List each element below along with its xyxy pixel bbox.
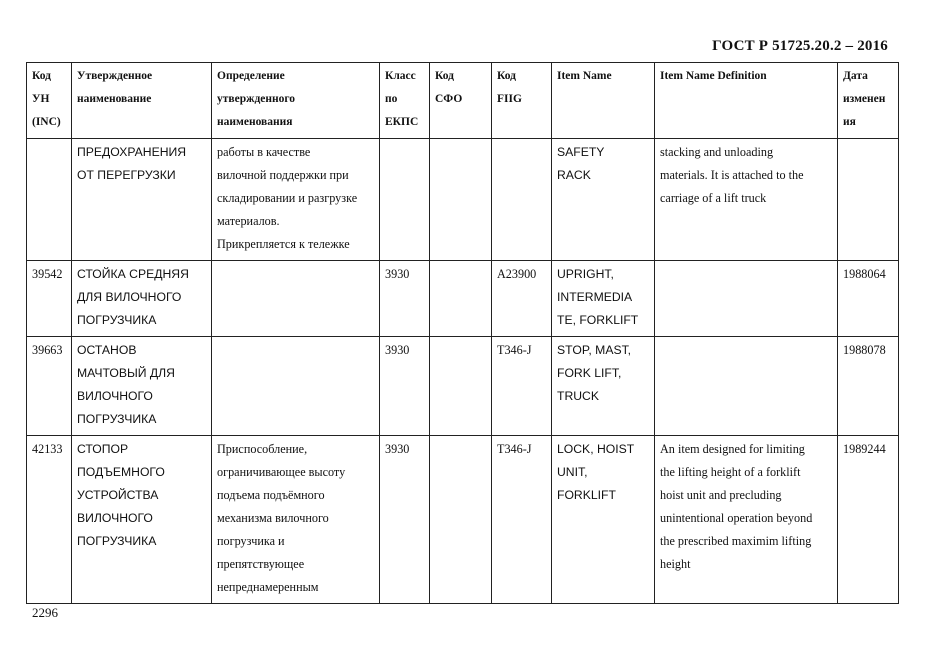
cell-text: ПОДЪЕМНОГО <box>77 465 165 479</box>
cell-text: the prescribed maximim lifting <box>660 534 812 548</box>
cell-text: 1988078 <box>843 343 886 357</box>
cell-text: 3930 <box>385 267 410 281</box>
cell-text: погрузчика и <box>217 534 285 548</box>
col-name-header <box>72 63 212 139</box>
header-text: Класс <box>385 70 416 82</box>
col-item-def-header <box>655 63 838 139</box>
cell-text: ПОГРУЗЧИКА <box>77 313 157 327</box>
col-item-def-cell <box>655 261 838 337</box>
header-text: Дата <box>843 70 868 82</box>
col-definition-header <box>212 63 380 139</box>
cell-text: height <box>660 557 691 571</box>
cell-text: ОСТАНОВ <box>77 343 137 357</box>
cell-text: TRUCK <box>557 389 599 403</box>
catalog-table <box>26 62 899 604</box>
cell-text: Прикрепляется к тележке <box>217 237 350 251</box>
header-text: ЕКПС <box>385 116 419 128</box>
header-text: по <box>385 93 398 105</box>
cell-text: вилочной поддержки при <box>217 168 349 182</box>
cell-text: hoist unit and precluding <box>660 488 782 502</box>
cell-text: материалов. <box>217 214 280 228</box>
col-item-name-cell <box>552 261 655 337</box>
cell-text: ОТ ПЕРЕГРУЗКИ <box>77 168 176 182</box>
col-definition-cell <box>212 436 380 604</box>
cell-text: ДЛЯ ВИЛОЧНОГО <box>77 290 182 304</box>
header-row <box>27 63 899 139</box>
cell-text: подъема подъёмного <box>217 488 325 502</box>
cell-text: carriage of a lift truck <box>660 191 767 205</box>
cell-text: СТОЙКА СРЕДНЯЯ <box>77 267 189 281</box>
header-text: утвержденного <box>217 93 296 105</box>
cell-text: unintentional operation beyond <box>660 511 813 525</box>
cell-text: 42133 <box>32 442 63 456</box>
header-text: Утвержденное <box>77 70 153 82</box>
col-name-cell <box>72 436 212 604</box>
col-fiig-cell <box>492 436 552 604</box>
col-definition-cell <box>212 139 380 261</box>
standard-number: ГОСТ Р 51725.20.2 – 2016 <box>712 38 888 54</box>
col-sfo-cell <box>430 261 492 337</box>
cell-text: ВИЛОЧНОГО <box>77 511 153 525</box>
col-date-cell <box>838 436 899 604</box>
col-fiig-cell <box>492 139 552 261</box>
cell-text: RACK <box>557 168 591 182</box>
cell-text: INTERMEDIA <box>557 290 633 304</box>
col-class-cell <box>380 139 430 261</box>
header-text: Код <box>435 70 455 82</box>
header-text: Код <box>32 70 52 82</box>
cell-text: ВИЛОЧНОГО <box>77 389 153 403</box>
col-item-name-cell <box>552 337 655 436</box>
col-name-cell <box>72 261 212 337</box>
table-row <box>27 337 899 436</box>
col-date-cell <box>838 337 899 436</box>
cell-text: ПОГРУЗЧИКА <box>77 412 157 426</box>
cell-text: materials. It is attached to the <box>660 168 804 182</box>
cell-text: непреднамеренным <box>217 580 319 594</box>
header-text: наименование <box>77 93 152 105</box>
col-inc-cell <box>27 436 72 604</box>
col-date-cell <box>838 261 899 337</box>
cell-text: SAFETY <box>557 145 605 159</box>
col-inc-cell <box>27 139 72 261</box>
col-class-cell <box>380 337 430 436</box>
cell-text: STOP, MAST, <box>557 343 632 357</box>
cell-text: 3930 <box>385 343 410 357</box>
col-item-name-cell <box>552 139 655 261</box>
cell-text: A23900 <box>497 267 537 281</box>
col-definition-cell <box>212 261 380 337</box>
header-text: наименования <box>217 116 293 128</box>
cell-text: 39542 <box>32 267 63 281</box>
cell-text: T346-J <box>497 343 532 357</box>
cell-text: 3930 <box>385 442 410 456</box>
col-fiig-header <box>492 63 552 139</box>
cell-text: UNIT, <box>557 465 588 479</box>
cell-text: МАЧТОВЫЙ ДЛЯ <box>77 366 175 380</box>
col-date-cell <box>838 139 899 261</box>
cell-text: stacking and unloading <box>660 145 774 159</box>
table-body <box>27 139 899 604</box>
header-text: Item Name <box>557 70 612 82</box>
cell-text: 1988064 <box>843 267 886 281</box>
cell-text: складировании и разгрузке <box>217 191 358 205</box>
col-item-def-cell <box>655 139 838 261</box>
col-definition-cell <box>212 337 380 436</box>
col-sfo-cell <box>430 139 492 261</box>
cell-text: работы в качестве <box>217 145 311 159</box>
col-name-cell <box>72 139 212 261</box>
header-text: изменен <box>843 93 886 105</box>
cell-text: An item designed for limiting <box>660 442 805 456</box>
col-sfo-cell <box>430 436 492 604</box>
cell-text: FORKLIFT <box>557 488 616 502</box>
cell-text: препятствующее <box>217 557 305 571</box>
header-text: Код <box>497 70 517 82</box>
header-text: FIIG <box>497 93 522 105</box>
col-class-cell <box>380 436 430 604</box>
col-item-name-cell <box>552 436 655 604</box>
col-name-cell <box>72 337 212 436</box>
cell-text: 39663 <box>32 343 63 357</box>
header-text: ия <box>843 116 856 128</box>
cell-text: ПОГРУЗЧИКА <box>77 534 157 548</box>
col-inc-cell <box>27 337 72 436</box>
col-sfo-cell <box>430 337 492 436</box>
header-text: УН <box>32 93 50 105</box>
col-inc-cell <box>27 261 72 337</box>
cell-text: ограничивающее высоту <box>217 465 346 479</box>
cell-text: УСТРОЙСТВА <box>77 488 159 502</box>
cell-text: СТОПОР <box>77 442 129 456</box>
col-inc-header <box>27 63 72 139</box>
header-text: СФО <box>435 93 463 105</box>
col-item-name-header <box>552 63 655 139</box>
cell-text: TE, FORKLIFT <box>557 313 639 327</box>
col-fiig-cell <box>492 337 552 436</box>
cell-text: Приспособление, <box>217 442 308 456</box>
cell-text: T346-J <box>497 442 532 456</box>
col-class-cell <box>380 261 430 337</box>
cell-text: 1989244 <box>843 442 886 456</box>
cell-text: LOCK, HOIST <box>557 442 635 456</box>
col-sfo-header <box>430 63 492 139</box>
cell-text: механизма вилочного <box>217 511 329 525</box>
col-item-def-cell <box>655 436 838 604</box>
header-text: (INC) <box>32 116 61 128</box>
page-number: 2296 <box>32 605 58 620</box>
table-row <box>27 139 899 261</box>
table-row <box>27 261 899 337</box>
cell-text: UPRIGHT, <box>557 267 614 281</box>
cell-text: FORK LIFT, <box>557 366 622 380</box>
col-class-header <box>380 63 430 139</box>
cell-text: ПРЕДОХРАНЕНИЯ <box>77 145 187 159</box>
cell-text: the lifting height of a forklift <box>660 465 801 479</box>
table-row <box>27 436 899 604</box>
header-text: Определение <box>217 70 285 82</box>
header-text: Item Name Definition <box>660 70 767 82</box>
col-item-def-cell <box>655 337 838 436</box>
col-fiig-cell <box>492 261 552 337</box>
col-date-header <box>838 63 899 139</box>
